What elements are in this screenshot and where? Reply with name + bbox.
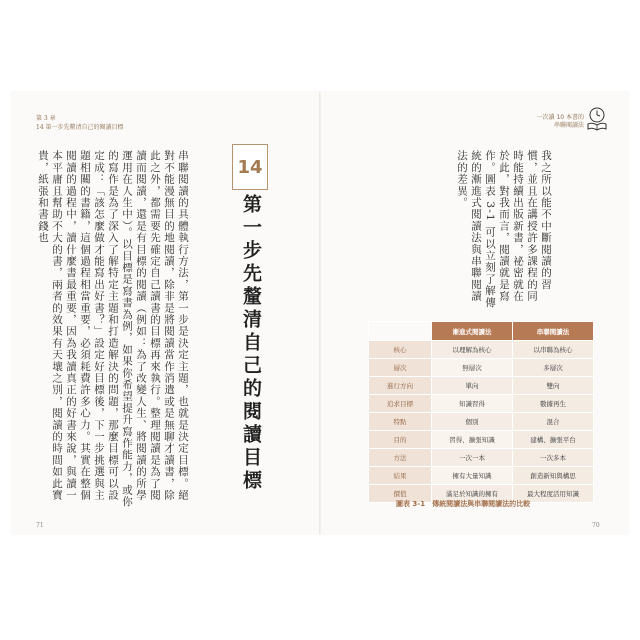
table-cell: 數據再生 — [513, 395, 594, 413]
table-cell: 建構、擴張平台 — [513, 431, 594, 449]
table-cell: 最大程度活用知識 — [513, 485, 594, 503]
table-row-header: 核心 — [369, 341, 432, 359]
table-row-header: 追求目標 — [369, 395, 432, 413]
table-cell: 多層次 — [513, 359, 594, 377]
table-header-corner — [369, 322, 432, 341]
table-row — [369, 449, 594, 467]
table-cell: 無層次 — [432, 359, 513, 377]
table-cell: 以理解為核心 — [432, 341, 513, 359]
page-number-right: 70 — [592, 522, 600, 529]
table-row-header: 特點 — [369, 413, 432, 431]
table-row-header: 目的 — [369, 431, 432, 449]
table-cell: 習得、擴張知識 — [432, 431, 513, 449]
table-row — [369, 467, 594, 485]
table-cell: 擁有大量知識 — [432, 467, 513, 485]
table-cell: 一次一本 — [432, 449, 513, 467]
table-cell: 一次多本 — [513, 449, 594, 467]
section-number-box: 14 — [232, 144, 268, 190]
comparison-table-wrapper — [368, 321, 594, 503]
table-cell: 個別 — [432, 413, 513, 431]
clock-book-icon — [586, 106, 608, 132]
table-header-row — [369, 322, 594, 341]
right-page-body: 我之所以能不中斷閱讀的習慣，並且在講授許多課程的同時能持續出版新書，祕密就在於此，對我而言，閱讀就是寫作。圖表 3-1 可以立刻了解傳統的漸進式閱讀法與串聯閱讀法的差異。 — [456, 150, 552, 309]
table-row-header: 進行方向 — [369, 377, 432, 395]
page-number-left: 71 — [36, 522, 44, 529]
book-gutter — [319, 92, 321, 534]
table-row — [369, 377, 594, 395]
table-row — [369, 341, 594, 359]
table-row-header: 方法 — [369, 449, 432, 467]
table-cell: 滿足於知識的擁有 — [432, 485, 513, 503]
book-running-header — [537, 114, 584, 130]
book-header-line2: 串聯閱讀法 — [553, 122, 584, 129]
chapter-label — [36, 114, 124, 132]
table-row — [369, 359, 594, 377]
table-row-header: 層次 — [369, 359, 432, 377]
table-row — [369, 413, 594, 431]
chapter-subtitle: 14 第一步先釐清自己的閱讀目標 — [36, 124, 124, 131]
section-title: 第一步先釐清自己的閱讀目標 — [240, 194, 262, 493]
table-header-cell: 串聯閱讀法 — [513, 322, 594, 341]
table-cell: 知識習得 — [432, 395, 513, 413]
table-cell: 創造新知與構思 — [513, 467, 594, 485]
chapter-number: 第 3 章 — [36, 115, 56, 122]
table-cell: 以串聯為核心 — [513, 341, 594, 359]
comparison-table — [368, 321, 594, 503]
table-row-header: 價值 — [369, 485, 432, 503]
table-row — [369, 431, 594, 449]
table-header-cell: 漸進式閱讀法 — [432, 322, 513, 341]
table-cell: 單向 — [432, 377, 513, 395]
book-header-line1: 一次讀 10 本書的 — [536, 114, 584, 121]
left-page-body: 串聯閱讀的具體執行方法，第一步是決定主題，也就是決定目標。絕對不能漫無目的地閱讀，除非是將閱讀當作消遣或是無聊才讀書，除此之外，都需要先確定自己讀書的目標再來執行。整理閱讀是為了閱讀而閱讀，還是有目標的閱讀（例如：為了改變人生、將閱讀的所學運用在人生中）。以目標是寫書為例，如果你希望提升寫作能力，或你的寫作是為了深入了解特定主題和打造解決的問題，那麼目標可以設定成：「該怎麼做才能寫出好書？」設定好目標後，下一步挑選與主題相關的書籍，這個過程相當重要，必須耗費許多心力。其實在整個閱讀的過程中，讀什麼書最重要，因為我讀真正的好書來說，與讀一本平庸且幫助不大的書，兩者的效果有天壤之別，閱讀的時間如此寶貴，紙張和書錢也 — [37, 150, 189, 508]
table-row-header: 結果 — [369, 467, 432, 485]
table-cell: 雙向 — [513, 377, 594, 395]
table-cell: 混合 — [513, 413, 594, 431]
table-caption: 圖表 3-1 傳統閱讀法與串聯閱讀法的比較 — [396, 500, 531, 508]
table-row — [369, 395, 594, 413]
